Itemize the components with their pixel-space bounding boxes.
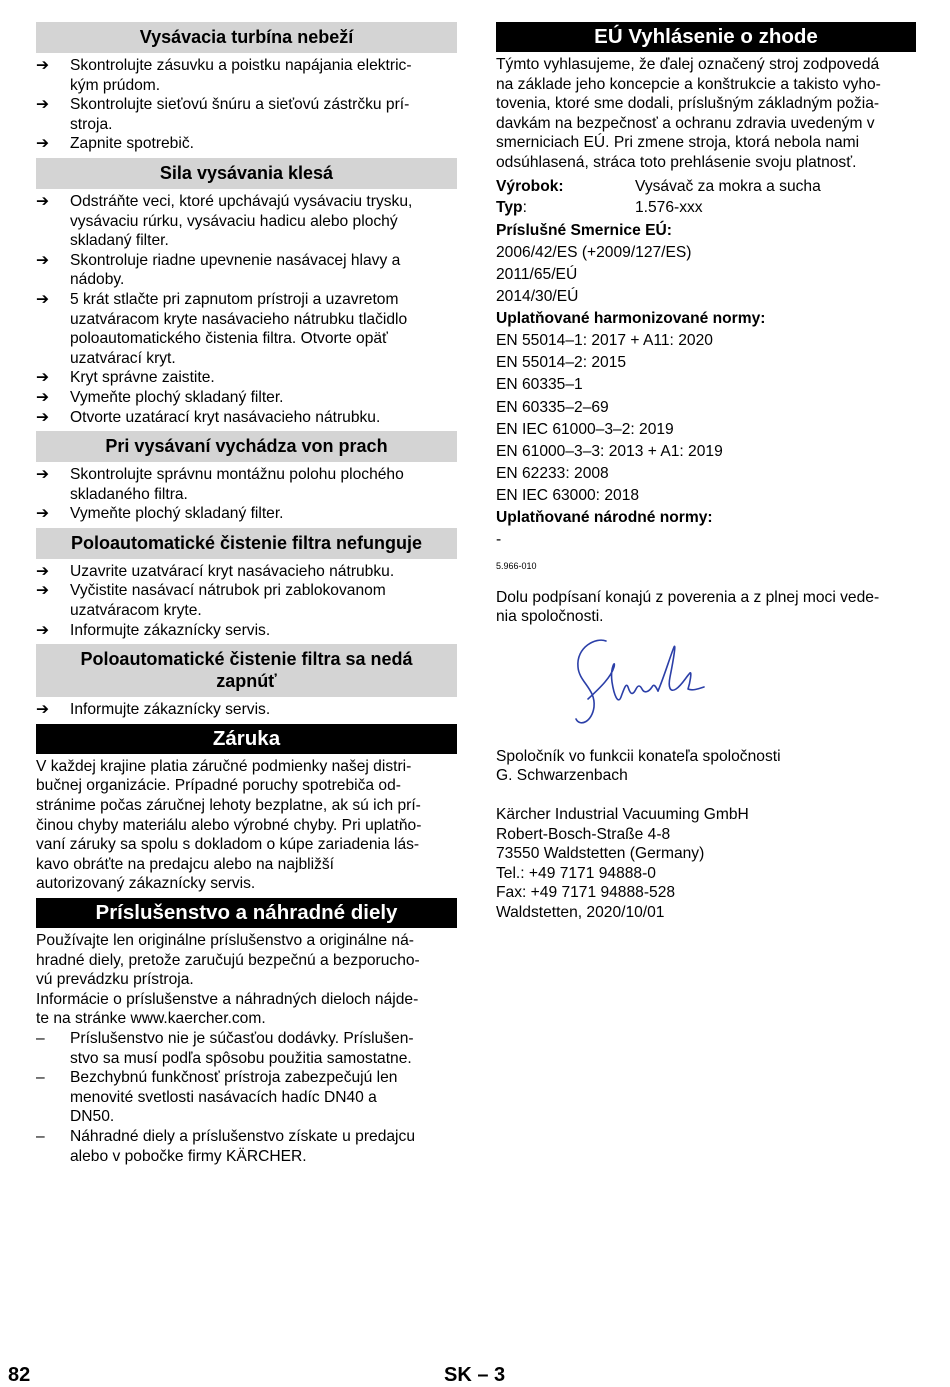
arrow-icon: ➔ [36,621,50,639]
harmonized-heading: Uplatňované harmonizované normy: [496,310,766,328]
list-item-text: Vyčistite nasávací nátrubok pri zablokovanom uzatváracom kryte. [70,582,386,620]
dash-icon: – [36,1029,45,1047]
list-item-text: Kryt správne zaistite. [70,369,215,387]
list-item-text: Náhradné diely a príslušenstvo získate u predajcu alebo v pobočke firmy KÄRCHER. [70,1127,415,1165]
list-item-text: Informujte zákaznícky servis. [70,701,271,719]
list-item [36,134,457,154]
page-number: 82 [8,1364,31,1386]
type-row [496,198,916,218]
list-item-text: Skontroluje riadne upevnenie nasávacej hlavy a nádoby. [70,251,401,289]
company-name: Kärcher Industrial Vacuuming GmbH [496,806,749,824]
dash-icon: – [36,1127,45,1145]
list-item-text: 5 krát stlačte pri zapnutom prístroji a uzavretom uzatváracom kryte nasávacieho nátrubku tlačidlo poloautomatického čistenia filtra. Otvorte opäť uzatvárací kryt. [70,290,408,367]
list-item [36,700,457,720]
list-turbine [36,56,457,154]
company-street: Robert-Bosch-Straße 4-8 [496,825,671,843]
arrow-icon: ➔ [36,369,50,387]
list-item [36,368,457,388]
list-item [36,465,457,504]
list-item-text: Bezchybnú funkčnosť prístroja zabezpečujú len menovité svetlosti nasávacích hadíc DN40 a DN50. [70,1069,398,1126]
signed-text: Dolu podpísaní konajú z poverenia a z plnej moci vede- nia spoločnosti. [496,588,880,626]
list-item [36,388,457,408]
product-label: Výrobok: [496,177,564,195]
arrow-icon: ➔ [36,192,50,210]
list-item [36,290,457,368]
list-item [36,562,457,582]
list-filter-switch [36,700,457,720]
section-heading-warranty: Záruka [36,724,457,754]
list-item [36,504,457,524]
list-item-text: Skontrolujte zásuvku a poistku napájania elektric- kým prúdom. [70,57,412,94]
list-item-text: Zapnite spotrebič. [70,135,194,153]
section-heading-filter-cleaning: Poloautomatické čistenie filtra nefunguje [36,528,457,559]
signer-role: Spoločník vo funkcii konateľa spoločnosti [496,747,781,765]
arrow-icon: ➔ [36,408,50,426]
product-row [496,177,916,197]
directive-item: 2011/65/EÚ [496,265,578,283]
list-item [36,1068,457,1127]
arrow-icon: ➔ [36,505,50,523]
harmonized-item: EN IEC 63000: 2018 [496,486,640,504]
national-heading: Uplatňované národné normy: [496,508,713,526]
list-item-text: Uzavrite uzatvárací kryt nasávacieho nátrubku. [70,562,395,580]
signer-name: G. Schwarzenbach [496,767,628,785]
list-filter-cleaning [36,562,457,640]
list-item-text: Informujte zákaznícky servis. [70,621,271,639]
harmonized-item: EN 60335–2–69 [496,398,609,416]
right-column [496,22,916,923]
declaration-intro: Týmto vyhlasujeme, že ďalej označený stroj zodpovedá na základe jeho koncepcie a konštrukcie a takisto vyho- tovenia, ktoré sme dodali, príslušným základným požia- davkám na bezpečnosť a ochranu zdravia uvedeným v smerniciach EÚ. Pri zmene stroja, ktorá nebola nami odsúhlasená, stráca toto prehlásenie svoju platnosť. [496,56,881,171]
directive-item: 2014/30/EÚ [496,288,579,306]
document-code: 5.966-010 [496,560,537,571]
company-address [496,805,916,923]
list-item-text: Skontrolujte správnu montážnu polohu plochého skladaného filtra. [70,466,404,503]
arrow-icon: ➔ [36,57,50,74]
list-accessories [36,1029,457,1166]
arrow-icon: ➔ [36,135,50,153]
list-item-text: Odstráňte veci, ktoré upchávajú vysávaciu trysku, vysávaciu rúrku, vysávaciu hadicu alebo plochý skladaný filter. [70,192,413,250]
list-item-text: Príslušenstvo nie je súčasťou dodávky. Príslušen- stvo sa musí podľa spôsobu použitia samostatne. [70,1029,414,1067]
list-item [36,95,457,134]
arrow-icon: ➔ [36,562,50,580]
warranty-text: V každej krajine platia záručné podmienky našej distri- bučnej organizácie. Prípadné poruchy spotrebiča od- stránime počas záručnej lehoty bezplatne, ak sú ich prí- činou chyby materiálu alebo výrobné chyby. Pri uplatňo- vaní záruky sa spolu s dokladom o kúpe zariadenia lás- kavo obráťte na predajcu alebo na najbližší autorizovaný zákaznícky servis. [36,757,422,893]
company-city: 73550 Waldstetten (Germany) [496,845,705,863]
section-heading-declaration: EÚ Vyhlásenie o zhode [496,22,916,52]
harmonized-item: EN IEC 61000–3–2: 2019 [496,420,674,438]
arrow-icon: ➔ [36,701,50,719]
arrow-icon: ➔ [36,251,50,269]
harmonized-item: EN 62233: 2008 [496,464,609,482]
arrow-icon: ➔ [36,582,50,600]
place-date: Waldstetten, 2020/10/01 [496,904,665,921]
list-dust [36,465,457,524]
product-value: Vysávač za mokra a sucha [635,177,821,195]
list-item [36,56,457,95]
section-heading-dust: Pri vysávaní vychádza von prach [36,431,457,462]
list-item [36,192,457,251]
section-heading-turbine: Vysávacia turbína nebeží [36,22,457,53]
list-item-text: Vymeňte plochý skladaný filter. [70,388,284,406]
harmonized-item: EN 60335–1 [496,376,583,394]
signature [496,627,916,747]
arrow-icon: ➔ [36,466,50,484]
list-item [36,1127,457,1166]
harmonized-item: EN 55014–1: 2017 + A11: 2020 [496,332,713,350]
list-item [36,621,457,641]
section-heading-accessories: Príslušenstvo a náhradné diely [36,898,457,928]
directives-heading: Príslušné Smernice EÚ: [496,221,672,239]
harmonized-item: EN 55014–2: 2015 [496,354,627,372]
signature-image [566,627,726,737]
list-item-text: Otvorte uzatárací kryt nasávacieho nátrubku. [70,408,381,426]
accessories-text: Používajte len originálne príslušenstvo a originálne ná- hradné diely, pretože zaručujú bezpečnú a bezporucho- vú prevádzku prístroja. [36,932,420,989]
section-heading-suction: Sila vysávania klesá [36,158,457,189]
list-item-text: Vymeňte plochý skladaný filter. [70,505,284,523]
company-fax: Fax: +49 7171 94888-528 [496,884,676,902]
arrow-icon: ➔ [36,96,50,114]
accessories-info-text: Informácie o príslušenstve a náhradných dieloch nájde- te na stránke www.kaercher.com. [36,990,419,1028]
list-item [36,251,457,290]
directive-item: 2006/42/ES (+2009/127/ES) [496,243,692,261]
arrow-icon: ➔ [36,290,50,308]
list-item [36,408,457,428]
list-item [36,1029,457,1068]
list-item-text: Skontrolujte sieťovú šnúru a sieťovú zástrčku prí- stroja. [70,96,410,133]
list-item [36,581,457,620]
section-heading-filter-switch: Poloautomatické čistenie filtra sa nedá zapnúť [36,644,457,697]
company-tel: Tel.: +49 7171 94888-0 [496,864,656,882]
left-column [36,22,457,1166]
page-code: SK – 3 [444,1364,506,1386]
national-value: - [496,531,502,549]
type-value: 1.576-xxx [635,199,703,217]
dash-icon: – [36,1069,45,1087]
list-suction [36,192,457,427]
type-label: Typ: [496,199,527,217]
harmonized-item: EN 61000–3–3: 2013 + A1: 2019 [496,442,723,460]
arrow-icon: ➔ [36,388,50,406]
